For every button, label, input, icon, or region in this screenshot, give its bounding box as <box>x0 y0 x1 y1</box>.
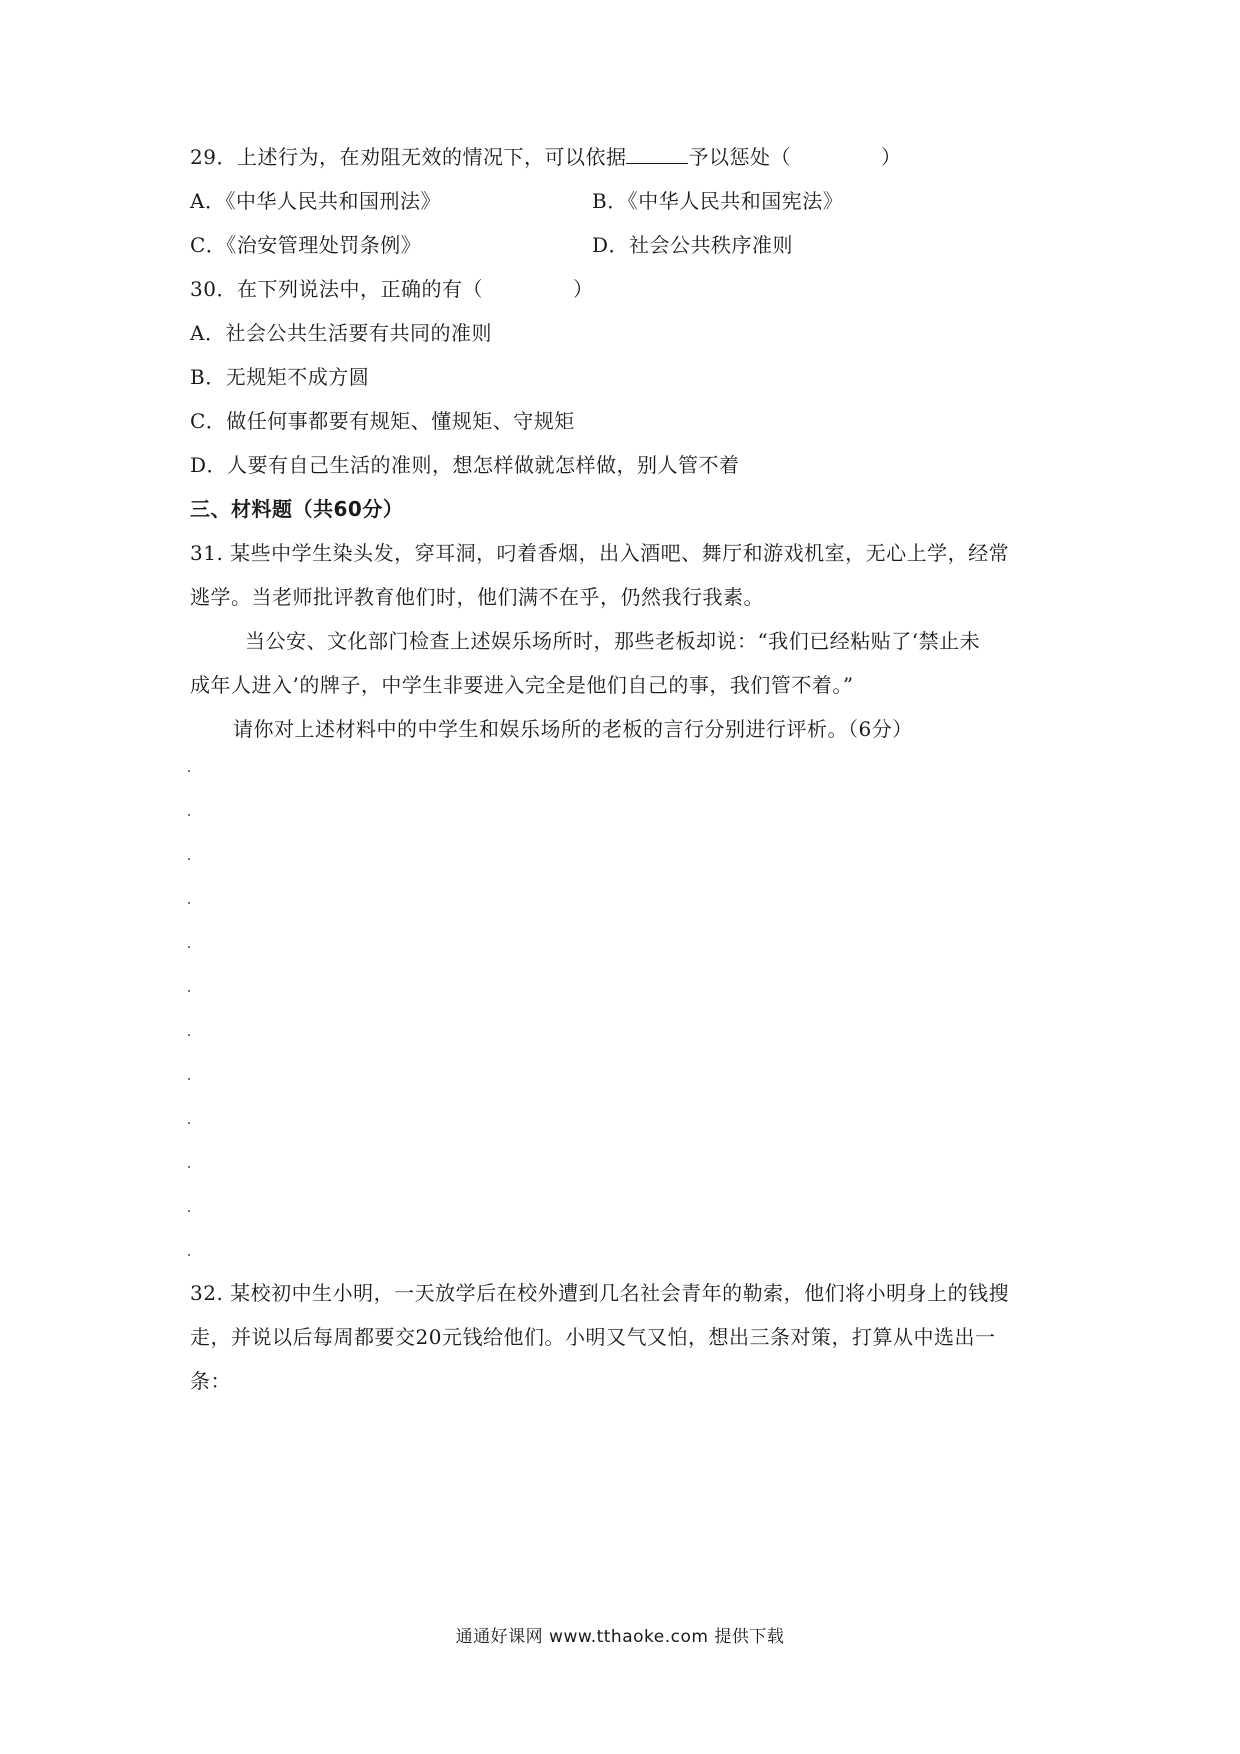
answer-line-mark <box>188 1078 190 1080</box>
q31-line-4: 成年人进入’的牌子，中学生非要进入完全是他们自己的事，我们管不着。” <box>190 673 854 697</box>
answer-line-mark <box>188 814 190 816</box>
q31-line-3: 当公安、文化部门检查上述娱乐场所时，那些老板却说：“我们已经粘贴了‘禁止未 <box>245 629 981 653</box>
q29-option-a: A．《中华人民共和国刑法》 <box>190 189 441 213</box>
q29-option-c: C．《治安管理处罚条例》 <box>190 233 422 257</box>
answer-line-mark <box>188 1122 190 1124</box>
section-heading: 三、材料题（共60分） <box>190 497 404 521</box>
q30-stem-text: 30．在下列说法中，正确的有（ <box>190 277 483 301</box>
answer-line-mark <box>188 858 190 860</box>
page-footer: 通通好课网 www.tthaoke.com 提供下载 <box>455 1627 785 1647</box>
q31-line-1: 31. 某些中学生染头发，穿耳洞，叼着香烟，出入酒吧、舞厅和游戏机室，无心上学，经常 <box>190 541 1010 565</box>
q29-option-b: B．《中华人民共和国宪法》 <box>592 189 844 213</box>
answer-line-mark <box>188 1034 190 1036</box>
q30-option-d: D．人要有自己生活的准则，想怎样做就怎样做，别人管不着 <box>190 453 740 477</box>
answer-line-mark <box>188 990 190 992</box>
q31-line-2: 逃学。当老师批评教育他们时，他们满不在乎，仍然我行我素。 <box>190 585 764 609</box>
q29-stem-after: 予以惩处（ <box>688 145 791 169</box>
q32-line-1: 32. 某校初中生小明，一天放学后在校外遭到几名社会青年的勒索，他们将小明身上的钱搜 <box>190 1281 1010 1305</box>
answer-line-mark <box>188 902 190 904</box>
q29-answer-blank <box>626 145 688 164</box>
answer-line-mark <box>188 770 190 772</box>
answer-line-mark <box>188 946 190 948</box>
answer-line-mark <box>188 1166 190 1168</box>
q32-line-2: 走，并说以后每周都要交20元钱给他们。小明又气又怕，想出三条对策，打算从中选出一 <box>190 1325 996 1349</box>
q30-stem-close: ） <box>572 277 594 301</box>
q32-line-3: 条： <box>190 1369 231 1393</box>
answer-line-mark <box>188 1210 190 1212</box>
q31-prompt: 请你对上述材料中的中学生和娱乐场所的老板的言行分别进行评析。（6分） <box>233 717 913 741</box>
q30-option-a: A．社会公共生活要有共同的准则 <box>190 321 492 345</box>
answer-line-mark <box>188 1254 190 1256</box>
q29-stem <box>190 143 901 171</box>
q30-option-c: C．做任何事都要有规矩、懂规矩、守规矩 <box>190 409 575 433</box>
q29-stem-close: ） <box>880 145 902 169</box>
q30-option-b: B．无规矩不成方圆 <box>190 365 370 389</box>
q30-stem <box>190 275 593 303</box>
q29-stem-before: 29．上述行为，在劝阻无效的情况下，可以依据 <box>190 145 627 169</box>
q29-option-d: D．社会公共秩序准则 <box>592 233 794 257</box>
